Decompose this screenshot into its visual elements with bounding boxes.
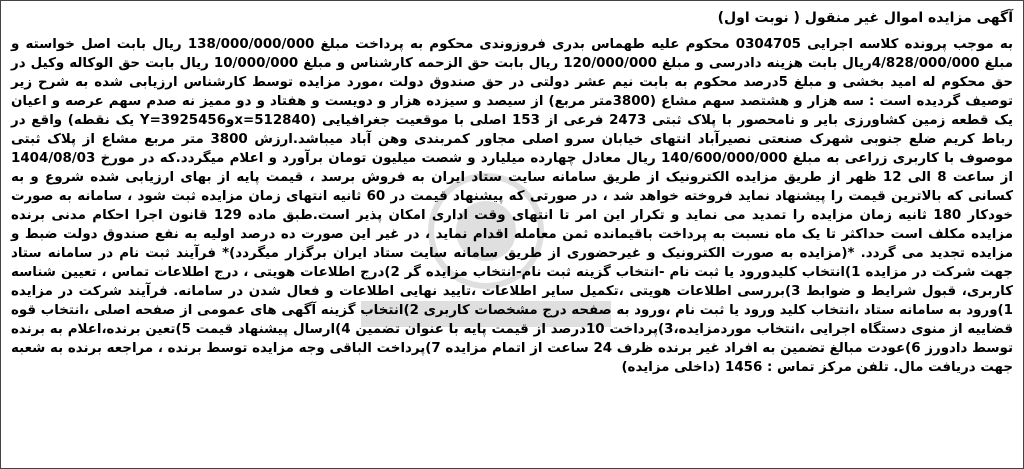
notice-title: آگهی مزایده اموال غیر منقول ( نوبت اول)	[717, 10, 1013, 26]
notice-body: به موجب پرونده کلاسه اجرایی 0304705 محکوم علیه طهماس بدری فروزوندی محکوم به پرداخت مبلغ 138/000/000/000 ریال بابت اصل خواسته و مبلغ 4/828/000/000ریال بابت هزینه دادرسی و مبلغ 120/000/000 ریال بابت حق الزحمه کارشناس و مبلغ 10/000/000 ریال بابت حق الوکاله وکیل در حق محکوم له امید بخشی و مبلغ 5درصد محکوم به بابت نیم عشر دولتی در حق صندوق دولت ،مورد مزایده توسط کارشناس ارزیابی شده به شرح زیر توصیف گردیده است : سه هزار و هشتصد سهم مشاع (3800متر مربع) از سیصد و سیزده هزار و دویست و هفتاد و دو ممیز نه صدم سهم عرصه و اعیان یک قطعه زمین کشاورزی بایر و نامحصور با پلاک ثبتی 2473 فرعی از 153 اصلی با موقعیت جغرافیایی (x=512840وY=3925456 یک نقطه) واقع در رباط کریم ضلع جنوبی شهرک صنعتی نصیرآباد انتهای خیابان سرو اصلی مجاور کمربندی وهن آباد میباشد.ارزش 3800 متر مربع مشاع از پلاک ثبتی موصوف با کاربری زراعی به مبلغ 140/600/000/000 ریال معادل چهارده میلیارد و شصت میلیون تومان برآورد و اعلام میگردد.که در مورخ 1404/08/03 از ساعت 8 الی 12 ظهر از طریق مزایده الکترونیک از طریق سامانه سایت ستاد ایران به فروش برسد ، قیمت پایه از بهای ارزیابی شده شروع و به کسانی که بالاترین قیمت را پیشنهاد نماید فروخته خواهد شد ، در صورتی که پیشنهاد قیمت در 60 ثانیه انتهای زمان مزایده ثبت شود ، سامانه به صورت خودکار 180 ثانیه زمان مزایده را تمدید می نماید و تکرار این امر تا انتهای وقت اداری امکان پذیر است.طبق ماده 129 قانون اجرا احکام مدنی برنده مزایده مکلف است حداکثر تا یک ماه نسبت به پرداخت باقیمانده ثمن معامله اقدام نماید ، در غیر این صورت ده درصد اولیه به نفع صندوق دولت ضبط و مزایده تجدید می گردد. *(مزایده به صورت الکترونیک و غیرحضوری از طریق سامانه سایت ستاد ایران برگزار میگردد)* فرآیند ثبت نام در سامانه ستاد جهت شرکت در مزایده 1)انتخاب کلیدورود یا ثبت نام -انتخاب گزینه ثبت نام-انتخاب مزایده گر 2)درج اطلاعات هویتی ، درج اطلاعات تماس ، تعیین شناسه کاربری، قبول شرایط و ضوابط 3)بررسی اطلاعات هویتی ،تکمیل سایر اطلاعات ،تایید نهایی اطلاعات و فعال شدن در سامانه. فرآیند شرکت در مزایده 1)ورود به سامانه ستاد ،انتخاب کلید ورود یا ثبت نام ،ورود به صفحه درج مشخصات کاربری 2)انتخاب گزینه آگهی های عمومی از صفحه اصلی ،انتخاب قوه قضاییه از منوی دستگاه اجرایی ،انتخاب موردمزایده،3)پرداخت 10درصد از قیمت پایه با عنوان تضمین 4)ارسال پیشنهاد قیمت 5)تعین برنده،اعلام به برنده توسط دادورز 6)عودت مبالغ تضمین به افراد غیر برنده ظرف 24 ساعت از اتمام مزایده 7)پرداخت الباقی وجه مزایده توسط برنده ، مراجعه برنده به شعبه جهت دریافت مال. تلفن مرکز تماس : 1456 (داخلی مزایده)	[11, 37, 1014, 375]
